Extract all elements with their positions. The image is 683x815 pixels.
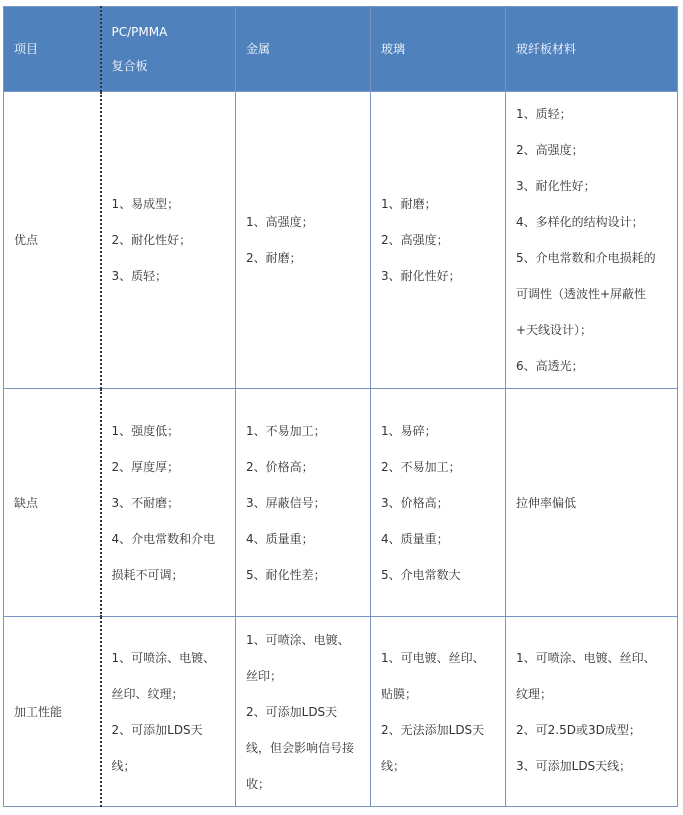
- cell-line: 3、屏蔽信号；: [246, 495, 326, 510]
- cell-line: 线，但会影响信号接: [246, 740, 355, 755]
- cell-line: 3、不耐磨；: [111, 495, 180, 510]
- cell-disadvantages-fiber: [506, 389, 678, 617]
- cell-processing-pc: [101, 617, 236, 807]
- cell-disadvantages-glass: [371, 389, 506, 617]
- cell-disadvantages-pc: [101, 389, 236, 617]
- cell-advantages-fiber: [506, 92, 678, 389]
- row-label-text: 缺点: [14, 495, 39, 510]
- cell-advantages-glass: [371, 92, 506, 389]
- cell-line: 纹理；: [516, 686, 553, 701]
- comparison-table: [3, 6, 678, 807]
- cell-line: 2、耐化性好；: [111, 233, 192, 247]
- cell-advantages-pc: [101, 92, 236, 389]
- row-advantages: [4, 92, 678, 389]
- cell-line: 丝印；: [246, 668, 283, 683]
- cell-line: 3、可添加LDS天线；: [516, 758, 632, 773]
- cell-line: +天线设计）；: [516, 323, 593, 337]
- cell-line: 2、不易加工；: [381, 459, 461, 474]
- cell-line: 可调性（透波性+屏蔽性: [516, 287, 647, 301]
- cell-line: 3、耐化性好；: [516, 179, 596, 193]
- cell-line: 2、价格高；: [246, 459, 314, 474]
- header-pc-pmma-line1: PC/PMMA: [111, 25, 168, 39]
- cell-line: 线；: [111, 758, 136, 773]
- header-glass: 玻璃: [371, 7, 506, 92]
- cell-line: 2、无法添加LDS天: [381, 722, 485, 737]
- header-metal: 金属: [236, 7, 371, 92]
- cell-line: 2、高强度；: [381, 233, 449, 247]
- cell-line: 2、可添加LDS天: [246, 704, 338, 719]
- cell-line: 1、高强度；: [246, 215, 314, 229]
- cell-advantages-metal: [236, 92, 371, 389]
- header-row: [4, 7, 678, 92]
- cell-processing-glass: [371, 617, 506, 807]
- cell-line: 丝印、纹理；: [111, 686, 184, 701]
- cell-line: 1、可喷涂、电镀、丝印、: [516, 650, 656, 665]
- cell-disadvantages-metal: [236, 389, 371, 617]
- cell-line: 1、可喷涂、电镀、: [111, 650, 216, 665]
- cell-processing-fiber: [506, 617, 678, 807]
- cell-line: 5、介电常数和介电损耗的: [516, 251, 656, 265]
- cell-line: 1、强度低；: [111, 423, 180, 438]
- row-label-text: 加工性能: [14, 704, 63, 719]
- cell-line: 3、耐化性好；: [381, 269, 461, 283]
- cell-line: 贴膜；: [381, 686, 418, 701]
- cell-line: 收；: [246, 776, 271, 791]
- cell-line: 2、可2.5D或3D成型；: [516, 722, 641, 737]
- row-label-processing: [4, 617, 101, 807]
- cell-line: 4、质量重；: [381, 531, 449, 546]
- cell-line: 2、厚度厚；: [111, 459, 180, 474]
- cell-line: 线；: [381, 758, 406, 773]
- cell-line: 6、高透光；: [516, 359, 584, 373]
- cell-line: 5、介电常数大: [381, 567, 461, 582]
- cell-line: 1、耐磨；: [381, 197, 437, 211]
- row-label-disadvantages: [4, 389, 101, 617]
- cell-line: 3、质轻；: [111, 269, 168, 283]
- cell-line: 1、不易加工；: [246, 423, 326, 438]
- header-pc-pmma: [101, 7, 236, 92]
- cell-line: 5、耐化性差；: [246, 567, 326, 582]
- cell-line: 4、多样化的结构设计；: [516, 215, 644, 229]
- header-item: 项目: [4, 7, 101, 92]
- cell-line: 2、高强度；: [516, 143, 584, 157]
- cell-line: 3、价格高；: [381, 495, 449, 510]
- cell-line: 1、可电镀、丝印、: [381, 650, 485, 665]
- header-fiber: 玻纤板材料: [506, 7, 678, 92]
- row-label-advantages: [4, 92, 101, 389]
- cell-line: 拉伸率偏低: [516, 495, 577, 510]
- cell-line: 1、可喷涂、电镀、: [246, 632, 350, 647]
- cell-processing-metal: [236, 617, 371, 807]
- row-processing: [4, 617, 678, 807]
- header-pc-pmma-line2: 复合板: [111, 59, 148, 73]
- cell-line: 1、易成型；: [111, 197, 180, 211]
- cell-line: 损耗不可调；: [111, 567, 184, 582]
- cell-line: 1、质轻；: [516, 107, 572, 121]
- cell-line: 1、易碎；: [381, 423, 437, 438]
- cell-line: 2、可添加LDS天: [111, 722, 203, 737]
- cell-line: 2、耐磨；: [246, 251, 302, 265]
- cell-line: 4、质量重；: [246, 531, 314, 546]
- row-disadvantages: [4, 389, 678, 617]
- row-label-text: 优点: [14, 233, 39, 247]
- cell-line: 4、介电常数和介电: [111, 531, 216, 546]
